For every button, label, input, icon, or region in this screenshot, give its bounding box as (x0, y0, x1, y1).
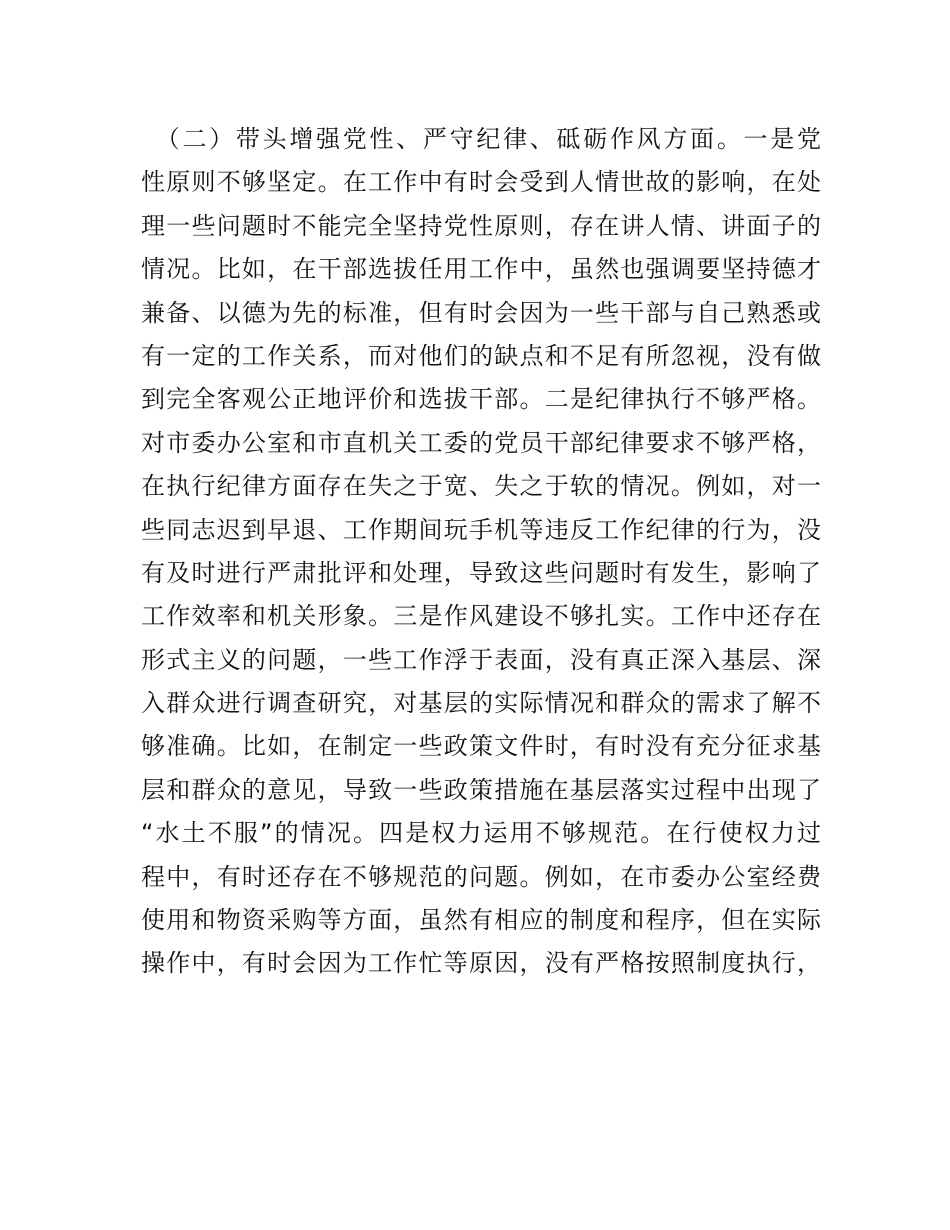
text-line-12: 工作效率和机关形象。三是作风建设不够扎实。工作中还存在 (141, 602, 821, 631)
text-line-13: 形式主义的问题，一些工作浮于表面，没有真正深入基层、深 (141, 645, 821, 674)
text-line-1: （二）带头增强党性、严守纪律、砥砺作风方面。一是党 (141, 125, 821, 153)
text-line-2: 性原则不够坚定。在工作中有时会受到人情世故的影响，在处 (141, 168, 821, 197)
text-line-11: 有及时进行严肃批评和处理，导致这些问题时有发生，影响了 (141, 558, 821, 587)
text-line-3: 理一些问题时不能完全坚持党性原则，存在讲人情、讲面子的 (141, 211, 821, 240)
text-line-9: 在执行纪律方面存在失之于宽、失之于软的情况。例如，对一 (141, 472, 821, 501)
text-line-4: 情况。比如，在干部选拔任用工作中，虽然也强调要坚持德才 (141, 255, 821, 284)
text-line-6: 有一定的工作关系，而对他们的缺点和不足有所忽视，没有做 (141, 341, 821, 370)
text-line-5: 兼备、以德为先的标准，但有时会因为一些干部与自己熟悉或 (141, 298, 821, 327)
text-line-18: 程中，有时还存在不够规范的问题。例如，在市委办公室经费 (141, 862, 821, 891)
text-line-16: 层和群众的意见，导致一些政策措施在基层落实过程中出现了 (141, 775, 821, 804)
text-line-7: 到完全客观公正地评价和选拔干部。二是纪律执行不够严格。 (141, 385, 821, 414)
text-line-15: 够准确。比如，在制定一些政策文件时，有时没有充分征求基 (141, 732, 821, 761)
body-paragraph (141, 118, 821, 986)
text-line-14: 入群众进行调查研究，对基层的实际情况和群众的需求了解不 (141, 689, 821, 718)
text-line-8: 对市委办公室和市直机关工委的党员干部纪律要求不够严格， (141, 428, 821, 457)
text-line-10: 些同志迟到早退、工作期间玩手机等违反工作纪律的行为，没 (141, 515, 821, 544)
text-line-20: 操作中，有时会因为工作忙等原因，没有严格按照制度执行， (141, 949, 821, 978)
text-line-19: 使用和物资采购等方面，虽然有相应的制度和程序，但在实际 (141, 906, 821, 935)
text-line-17: “水土不服”的情况。四是权力运用不够规范。在行使权力过 (141, 819, 821, 848)
